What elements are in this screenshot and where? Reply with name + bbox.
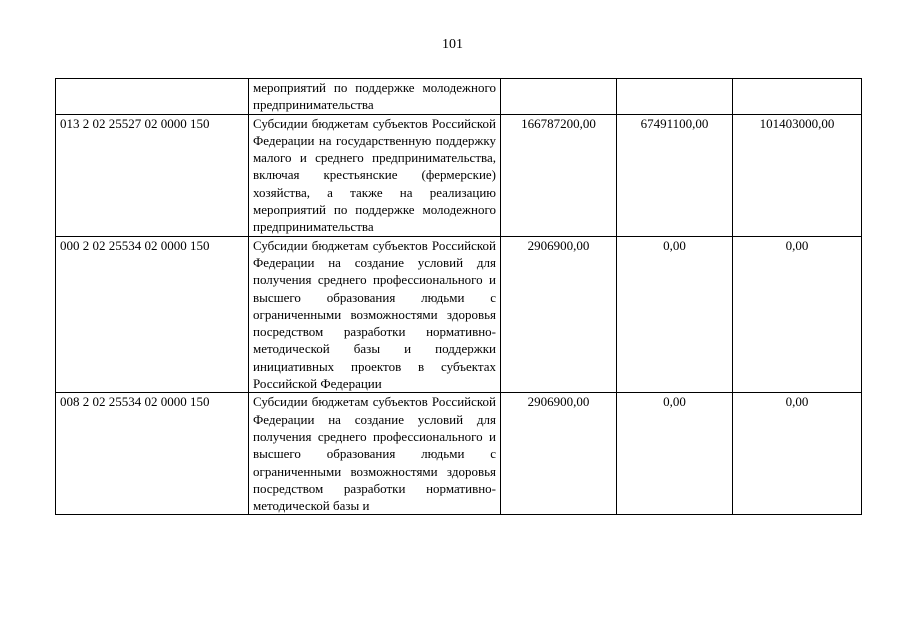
- amount-year2-cell: 67491100,00: [617, 114, 733, 236]
- amount-year3-cell: 0,00: [733, 393, 862, 515]
- amount-year2-cell: 0,00: [617, 393, 733, 515]
- amount-year1-cell: [501, 79, 617, 115]
- description-cell: Субсидии бюджетам субъектов Российской Федерации на государственную поддержку малого и среднего предпринимательства, включая крестьянские (фермерские) хозяйства, а также на реализацию мероприятий по поддержке молодежного предпринимательства: [249, 114, 501, 236]
- budget-code-cell: 008 2 02 25534 02 0000 150: [56, 393, 249, 515]
- amount-year3-cell: 0,00: [733, 236, 862, 393]
- amount-year1-cell: 2906900,00: [501, 393, 617, 515]
- table-row: [56, 393, 862, 515]
- page-number: 101: [442, 37, 463, 52]
- budget-code-cell: 000 2 02 25534 02 0000 150: [56, 236, 249, 393]
- table-row: [56, 79, 862, 115]
- amount-year1-cell: 166787200,00: [501, 114, 617, 236]
- amount-year3-cell: 101403000,00: [733, 114, 862, 236]
- amount-year2-cell: [617, 79, 733, 115]
- description-cell: мероприятий по поддержке молодежного предпринимательства: [249, 79, 501, 115]
- description-cell: Субсидии бюджетам субъектов Российской Федерации на создание условий для получения среднего профессионального и высшего образования людьми с ограниченными возможностями здоровья посредством разработки нормативно-методической базы и: [249, 393, 501, 515]
- table-row: [56, 114, 862, 236]
- budget-code-cell: [56, 79, 249, 115]
- description-cell: Субсидии бюджетам субъектов Российской Федерации на создание условий для получения среднего профессионального и высшего образования людьми с ограниченными возможностями здоровья посредством разработки нормативно-методической базы и поддержки инициативных проектов в субъектах Российской Федерации: [249, 236, 501, 393]
- amount-year2-cell: 0,00: [617, 236, 733, 393]
- amount-year3-cell: [733, 79, 862, 115]
- amount-year1-cell: 2906900,00: [501, 236, 617, 393]
- budget-code-cell: 013 2 02 25527 02 0000 150: [56, 114, 249, 236]
- budget-table: [55, 78, 862, 515]
- table-row: [56, 236, 862, 393]
